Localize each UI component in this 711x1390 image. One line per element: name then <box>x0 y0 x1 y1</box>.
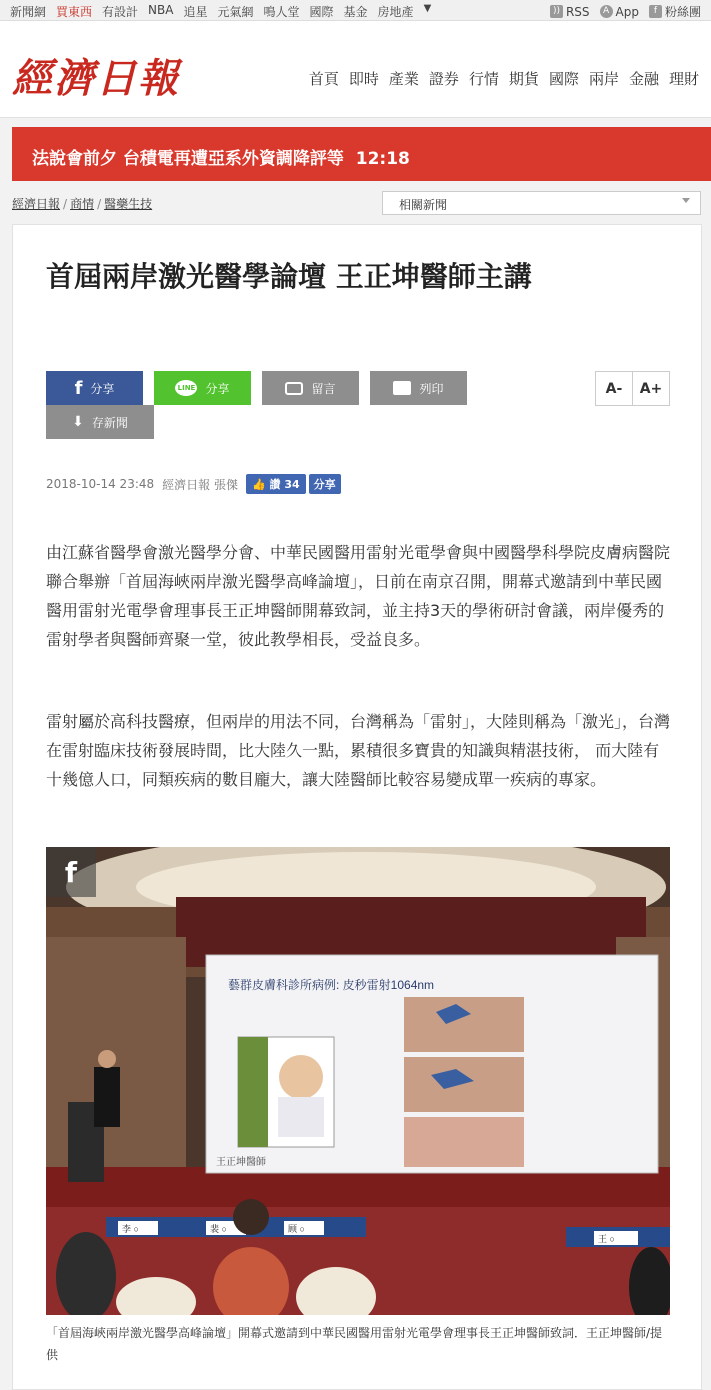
top-link[interactable]: 新聞網 <box>10 5 47 19</box>
nav-item-home[interactable]: 首頁 <box>308 70 339 88</box>
nav-item-cross-strait[interactable]: 兩岸 <box>588 70 619 88</box>
related-news-label: 相關新聞 <box>399 198 448 212</box>
font-increase-button[interactable]: A+ <box>633 371 670 406</box>
facebook-icon: f <box>74 377 83 399</box>
breadcrumb-separator: / <box>97 197 102 211</box>
thumbs-up-icon: 👍 <box>251 478 266 491</box>
site-header <box>0 21 711 118</box>
fb-like-box <box>246 474 341 494</box>
rss-label: RSS <box>565 4 590 19</box>
rss-link[interactable] <box>550 5 590 19</box>
print-button[interactable] <box>370 371 467 405</box>
comment-icon <box>285 382 303 395</box>
facebook-share-button[interactable] <box>46 371 143 405</box>
fans-link[interactable] <box>649 3 701 20</box>
top-social <box>550 3 701 20</box>
comment-button[interactable] <box>262 371 359 405</box>
font-size-controls <box>595 371 670 406</box>
fans-label: 粉絲團 <box>664 5 701 19</box>
breadcrumb <box>12 195 152 212</box>
facebook-share-photo-icon[interactable]: f <box>46 847 96 897</box>
breadcrumb-separator: / <box>63 197 68 211</box>
nav-item-realtime[interactable]: 即時 <box>348 70 379 88</box>
line-share-button[interactable] <box>154 371 251 405</box>
top-link[interactable]: NBA <box>148 3 174 17</box>
top-link[interactable]: 基金 <box>343 5 368 19</box>
top-links <box>0 3 431 20</box>
fb-like-label: 讚 34 <box>269 478 300 491</box>
nav-item-quotes[interactable]: 行情 <box>468 70 499 88</box>
print-icon <box>393 381 411 395</box>
font-decrease-button[interactable]: A- <box>595 371 633 406</box>
article-paragraph: 由江蘇省醫學會激光醫學分會、中華民國醫用雷射光電學會與中國醫學科學院皮膚病醫院聯合舉辦「首屆海峽兩岸激光醫學高峰論壇」，日前在南京召開，開幕式邀請到中華民國醫用雷射光電學會理事長王正坤醫師開幕致詞，並主持3天的學術研討會議，兩岸優秀的雷射學者與醫師齊聚一堂，彼此教學相長，受益良多。 <box>46 543 671 649</box>
nav-item-futures[interactable]: 期貨 <box>508 70 539 88</box>
breaking-news-headline: 法說會前夕 台積電再遭亞系外資調降評等 <box>32 149 344 169</box>
fb-like-button[interactable] <box>246 474 306 494</box>
app-label: App <box>615 4 639 19</box>
related-news-dropdown[interactable] <box>382 191 701 215</box>
main-nav <box>309 68 699 89</box>
article-title: 首屆兩岸激光醫學論壇 王正坤醫師主講 <box>46 260 532 293</box>
top-link[interactable]: 追星 <box>183 5 208 19</box>
save-news-label: 存新聞 <box>91 415 128 430</box>
article-paragraph: 雷射屬於高科技醫療，但兩岸的用法不同，台灣稱為「雷射」，大陸則稱為「激光」，台灣在雷射臨床技術發展時間，比大陸久一點，累積很多寶貴的知識與精湛技術， 而大陸有十幾億人口，同類疾病的數目龐大，讓大陸醫師比較容易變成單一疾病的專家。 <box>46 712 671 789</box>
breaking-news-banner[interactable] <box>12 127 711 181</box>
top-utility-bar <box>0 0 711 21</box>
photo-caption: 「首屆海峽兩岸激光醫學高峰論壇」開幕式邀請到中華民國醫用雷射光電學會理事長王正坤醫師致詞．王正坤醫師/提供 <box>46 1326 663 1362</box>
nameplate: 王 ○ <box>598 1234 615 1244</box>
breadcrumb-item[interactable]: 醫藥生技 <box>104 197 153 211</box>
top-link[interactable]: 有設計 <box>102 5 139 19</box>
breaking-news-time: 12:18 <box>355 149 410 169</box>
app-icon: A <box>600 5 613 18</box>
breadcrumb-item[interactable]: 經濟日報 <box>12 197 61 211</box>
fb-share-button[interactable]: 分享 <box>309 474 341 494</box>
article-source: 經濟日報 張傑 <box>162 477 238 492</box>
nav-item-securities[interactable]: 證券 <box>428 70 459 88</box>
nameplate: 顾 ○ <box>288 1224 305 1234</box>
article-card <box>12 224 702 1390</box>
breaking-news-text <box>32 144 410 169</box>
rss-icon: )) <box>550 5 563 18</box>
top-link[interactable]: 房地產 <box>377 5 414 19</box>
facebook-icon: f <box>649 5 662 18</box>
article-photo[interactable] <box>46 847 670 1315</box>
breadcrumb-item[interactable]: 商情 <box>70 197 95 211</box>
conference-photo-illustration <box>46 847 670 1315</box>
slide-footer: 王正坤醫師 <box>216 1157 266 1168</box>
comment-label: 留言 <box>311 381 336 396</box>
chevron-down-icon <box>682 198 690 203</box>
app-link[interactable] <box>600 5 639 19</box>
nav-item-finance[interactable]: 金融 <box>628 70 659 88</box>
top-link[interactable]: 元氣網 <box>217 5 254 19</box>
nav-item-wealth[interactable]: 理財 <box>668 70 699 88</box>
publish-date: 2018-10-14 23:48 <box>46 477 155 491</box>
line-icon: LINE <box>175 380 197 396</box>
slide-title: 藝群皮膚科診所病例: 皮秒雷射1064nm <box>228 978 435 992</box>
save-news-button[interactable] <box>46 405 154 439</box>
facebook-share-label: 分享 <box>90 381 115 396</box>
top-link[interactable]: 鳴人堂 <box>263 5 300 19</box>
article-meta <box>46 474 341 494</box>
top-link[interactable]: 國際 <box>309 5 334 19</box>
top-link-active[interactable]: 買東西 <box>56 5 93 19</box>
nav-item-international[interactable]: 國際 <box>548 70 579 88</box>
site-logo[interactable]: 經濟日報 <box>12 55 180 102</box>
line-share-label: 分享 <box>205 381 230 396</box>
nameplate: 裴 ○ <box>210 1224 227 1234</box>
print-label: 列印 <box>419 381 444 396</box>
nav-item-industry[interactable]: 產業 <box>388 70 419 88</box>
more-links-arrow-icon[interactable]: ▼ <box>423 3 432 14</box>
nameplate: 李 ○ <box>122 1224 139 1234</box>
download-icon: ⬇ <box>72 414 84 430</box>
